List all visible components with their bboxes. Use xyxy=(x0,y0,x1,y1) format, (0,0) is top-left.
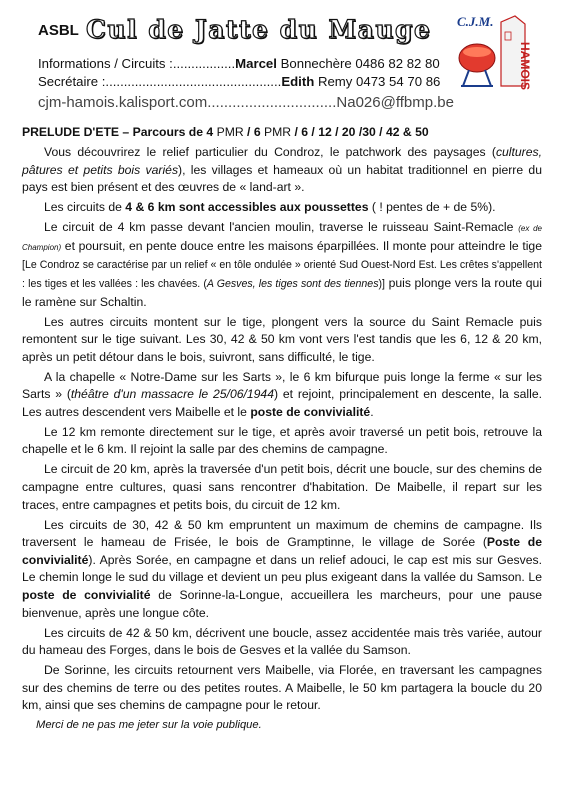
secretary-contact: Remy 0473 54 70 86 xyxy=(314,74,441,89)
paragraph-other-circuits: Les autres circuits montent sur le tige, plongent vers la source du Saint Remacle puis remontent sur le tige suivant. Les 30, 42 & 50 km vont vers l'est tandis que les 6, 12 & 20 km, après un petit détour dans le bois, suivront, sans difficulté, le tige. xyxy=(22,314,542,364)
thanks-note: Merci de ne pas me jeter sur la voie publique. xyxy=(36,719,262,732)
website-email: cjm-hamois.kalisport.com...............................Na026@ffbmp.be xyxy=(38,94,454,111)
route-heading: PRELUDE D'ETE – Parcours de 4 PMR / 6 PMR / 6 / 12 / 20 /30 / 42 & 50 xyxy=(22,125,429,139)
club-logo xyxy=(455,12,532,92)
paragraph-chapel: A la chapelle « Notre-Dame sur les Sarts », le 6 km bifurque puis longe la ferme « sur les Sarts » (théâtre d'un massacre le 25/06/1944) et rejoint, principalement en descente, la salle. Les autres descendent vers Maibelle et le poste de convivialité. xyxy=(22,369,542,419)
club-title: Cul de Jatte du Mauge xyxy=(86,15,432,44)
paragraph-12km: Le 12 km remonte directement sur le tige, et après avoir traversé un petit bois, retrouve la chapelle et le 6 km. Il rejoint la salle par des chemins de campagne. xyxy=(22,424,542,457)
paragraph-42-50km: Les circuits de 42 & 50 km, décrivent une boucle, assez accidentée mais très variée, autour du hameau des Forges, dans le bois de Gesves et la vallée du Samson. xyxy=(22,625,542,658)
info-line-secretary xyxy=(38,74,440,89)
info-name: Marcel xyxy=(235,56,277,71)
article-body xyxy=(22,124,542,737)
paragraph-20km: Le circuit de 20 km, après la traversée d'un petit bois, décrit une boucle, sur des chemins de campagne entre cultures, quasi sans rencontrer d'habitation. De Maibelle, il repart sur les traces, entre campagnes et petits bois, du circuit de 12 km. xyxy=(22,462,542,512)
paragraph-intro: Vous découvrirez le relief particulier du Condroz, le patchwork des paysages (cultures, pâtures et petits bois variés), les villages et hameaux où un habitat traditionnel en pierre du pays est bien présent et des œuvres de « land-art ». xyxy=(22,144,542,195)
info-contact: Bonnechère 0486 82 82 80 xyxy=(276,56,440,71)
secretary-label: Secrétaire :................................................ xyxy=(38,74,282,89)
info-label: Informations / Circuits :................. xyxy=(38,56,236,71)
info-line-circuits xyxy=(38,56,440,71)
paragraph-strollers: Les circuits de 4 & 6 km sont accessibles aux poussettes ( ! pentes de + de 5%). xyxy=(44,200,496,215)
asbl-label: ASBL xyxy=(38,22,79,39)
paragraph-return: De Sorinne, les circuits retournent vers Maibelle, via Florée, en traversant les campagnes sur des chemins de terre ou des petites routes. A Maibelle, le 50 km partagera la boucle du 20 km, ainsi que ses chemins de campagne pour le retour. xyxy=(22,663,542,713)
paragraph-4km: Le circuit de 4 km passe devant l'ancien moulin, traverse le ruisseau Saint-Remacle (ex de Champion) et poursuit, en pente douce entre les maisons éparpillées. Il monte pour atteindre le tige [Le Condroz se caractérise par un relief « en tôle ondulée » orienté Sud Ouest-Nord Est. Les crêtes s'appellent : les tiges et les vallées : les chavées. (A Gesves, les tiges sont des tiennes)] puis plonge vers la route qui le ramène sur Schaltin. xyxy=(22,220,543,309)
paragraph-30-42-50km: Les circuits de 30, 42 & 50 km empruntent un maximum de chemins de campagne. Ils traversent le hameau de Frisée, le bois de Gramptinne, le village de Sorée (Poste de convivialité). Après Sorée, en campagne et dans un relief adouci, le cap est mis sur Gesves. Le chemin longe le sud du village et devient un peu plus exigeant dans la vallée du Samson. Le poste de convivialité de Sorinne-la-Longue, accueillera les marcheurs, pour une pause bienvenue, après une longue côte. xyxy=(22,517,542,620)
logo-initials: C.J.M. xyxy=(457,14,494,29)
logo-hamois: HAMOIS xyxy=(518,42,532,90)
secretary-name: Edith xyxy=(281,74,315,89)
